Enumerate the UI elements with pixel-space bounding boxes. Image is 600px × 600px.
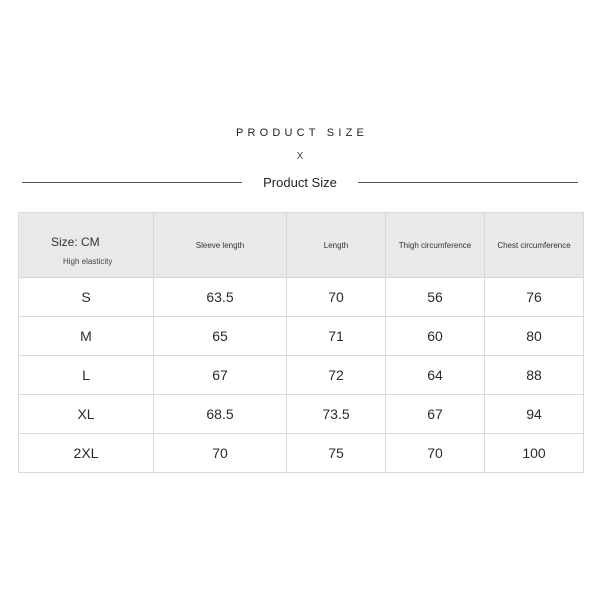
divider-left xyxy=(22,182,242,183)
table-row xyxy=(19,278,584,317)
table-row xyxy=(19,395,584,434)
size-cell: L xyxy=(19,356,154,395)
sleeve-length-cell: 70 xyxy=(154,434,287,473)
length-cell: 70 xyxy=(287,278,386,317)
table-header-row xyxy=(19,213,584,278)
divider-right xyxy=(358,182,578,183)
sleeve-length-cell: 68.5 xyxy=(154,395,287,434)
chest-circumference-cell: 80 xyxy=(485,317,584,356)
header-cell-thigh-circumference: Thigh circumference xyxy=(386,213,485,278)
unit-label: Size: CM xyxy=(51,235,100,249)
size-cell: 2XL xyxy=(19,434,154,473)
sleeve-length-cell: 67 xyxy=(154,356,287,395)
thigh-circumference-cell: 70 xyxy=(386,434,485,473)
sleeve-length-cell: 63.5 xyxy=(154,278,287,317)
header-cell-size xyxy=(19,213,154,278)
thigh-circumference-cell: 67 xyxy=(386,395,485,434)
length-cell: 71 xyxy=(287,317,386,356)
length-cell: 72 xyxy=(287,356,386,395)
table-row xyxy=(19,434,584,473)
chest-circumference-cell: 88 xyxy=(485,356,584,395)
chest-circumference-cell: 76 xyxy=(485,278,584,317)
section-title: Product Size xyxy=(263,175,337,190)
size-cell: XL xyxy=(19,395,154,434)
sleeve-length-cell: 65 xyxy=(154,317,287,356)
header-cell-chest-circumference: Chest circumference xyxy=(485,213,584,278)
thigh-circumference-cell: 64 xyxy=(386,356,485,395)
elasticity-note: High elasticity xyxy=(63,257,113,266)
size-cell: S xyxy=(19,278,154,317)
thigh-circumference-cell: 60 xyxy=(386,317,485,356)
table-row xyxy=(19,356,584,395)
thigh-circumference-cell: 56 xyxy=(386,278,485,317)
header-cell-length: Length xyxy=(287,213,386,278)
size-chart-table xyxy=(18,212,584,473)
table-row xyxy=(19,317,584,356)
length-cell: 75 xyxy=(287,434,386,473)
chest-circumference-cell: 100 xyxy=(485,434,584,473)
size-cell: M xyxy=(19,317,154,356)
separator-mark: X xyxy=(296,151,304,162)
length-cell: 73.5 xyxy=(287,395,386,434)
page-title: PRODUCT SIZE xyxy=(235,127,369,139)
header-cell-sleeve-length: Sleeve length xyxy=(154,213,287,278)
chest-circumference-cell: 94 xyxy=(485,395,584,434)
